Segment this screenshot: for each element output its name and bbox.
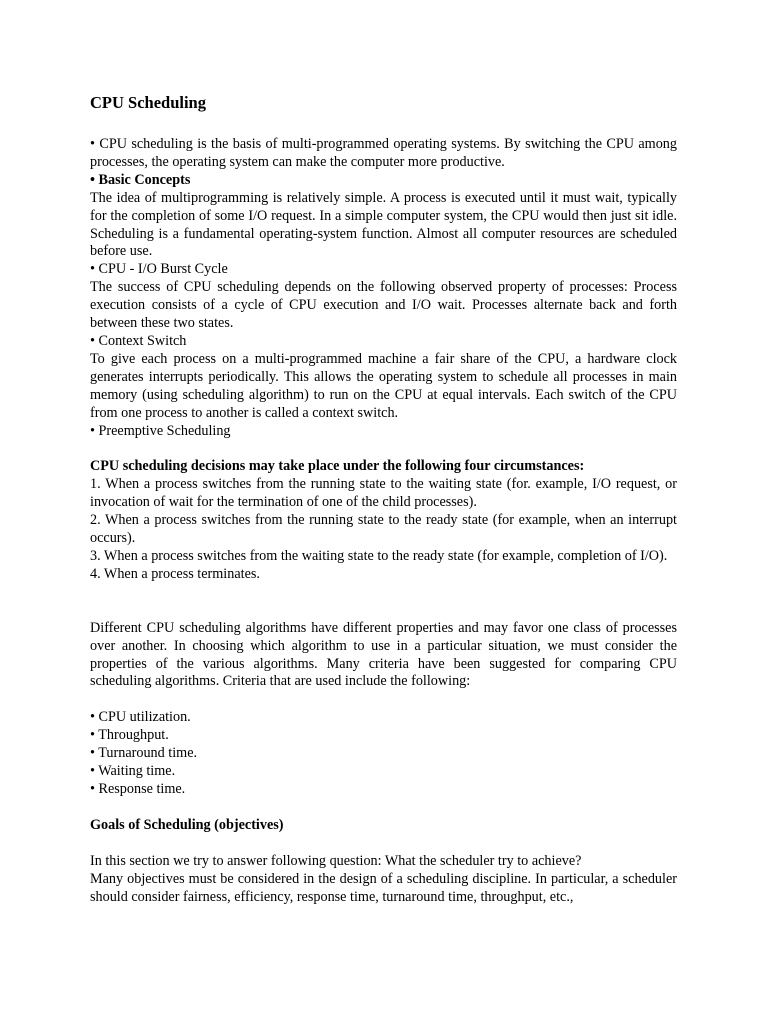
goals-paragraph: Many objectives must be considered in the design of a scheduling discipline. In particular, a scheduler should consider fairness, efficiency, response time, turnaround time, throughput, etc., <box>90 870 677 905</box>
criteria-item: • Throughput. <box>90 727 169 744</box>
document-body <box>90 93 677 907</box>
burst-cycle-heading: • CPU - I/O Burst Cycle <box>90 261 228 278</box>
burst-cycle-paragraph: The success of CPU scheduling depends on the following observed property of processes: Process execution consists of a cycle of CPU execution and I/O wait. Processes alternate back and forth between these two states. <box>90 279 677 332</box>
algorithms-paragraph: Different CPU scheduling algorithms have different properties and may favor one class of processes over another. In choosing which algorithm to use in a particular situation, we must consider the properties of the various algorithms. Many criteria have been suggested for comparing CPU scheduling algorithms. Criteria that are used include the following: <box>90 619 677 690</box>
criteria-item: • Turnaround time. <box>90 745 198 762</box>
goals-heading: Goals of Scheduling (objectives) <box>90 816 284 833</box>
basic-concepts-heading: • Basic Concepts <box>90 171 191 188</box>
preemptive-heading: • Preemptive Scheduling <box>90 422 231 439</box>
spacer <box>90 691 677 709</box>
spacer <box>90 799 677 817</box>
page-title: CPU Scheduling <box>90 93 206 112</box>
basic-concepts-paragraph: The idea of multiprogramming is relatively simple. A process is executed until it must wait, typically for the completion of some I/O request. In a simple computer system, the CPU would then just sit idle. Scheduling is a fundamental operating-system function. Almost all computer resources are scheduled before use. <box>90 189 677 260</box>
context-switch-paragraph: To give each process on a multi-programmed machine a fair share of the CPU, a hardware clock generates interrupts periodically. This allows the operating system to schedule all processes in main memory (using scheduling algorithm) to run on the CPU at equal intervals. Each switch of the CPU from one process to another is called a context switch. <box>90 350 677 421</box>
spacer <box>90 835 677 853</box>
criteria-item: • CPU utilization. <box>90 709 191 726</box>
intro-paragraph: • CPU scheduling is the basis of multi-programmed operating systems. By switching the CPU among processes, the operating system can make the computer more productive. <box>90 136 677 170</box>
circumstance-item: 3. When a process switches from the waiting state to the ready state (for example, completion of I/O). <box>90 547 668 564</box>
goals-question: In this section we try to answer following question: What the scheduler try to achieve? <box>90 852 582 869</box>
context-switch-heading: • Context Switch <box>90 332 187 349</box>
circumstance-item: 2. When a process switches from the running state to the ready state (for example, when an interrupt occurs). <box>90 512 677 547</box>
circumstances-heading: CPU scheduling decisions may take place under the following four circumstances: <box>90 458 585 475</box>
criteria-item: • Response time. <box>90 781 186 797</box>
circumstance-item: 1. When a process switches from the running state to the waiting state (for. example, I/O request, or invocation of wait for the termination of one of the child processes). <box>90 476 677 511</box>
spacer <box>90 584 677 620</box>
circumstance-item: 4. When a process terminates. <box>90 565 260 582</box>
spacer <box>90 440 677 458</box>
criteria-item: • Waiting time. <box>90 763 176 780</box>
